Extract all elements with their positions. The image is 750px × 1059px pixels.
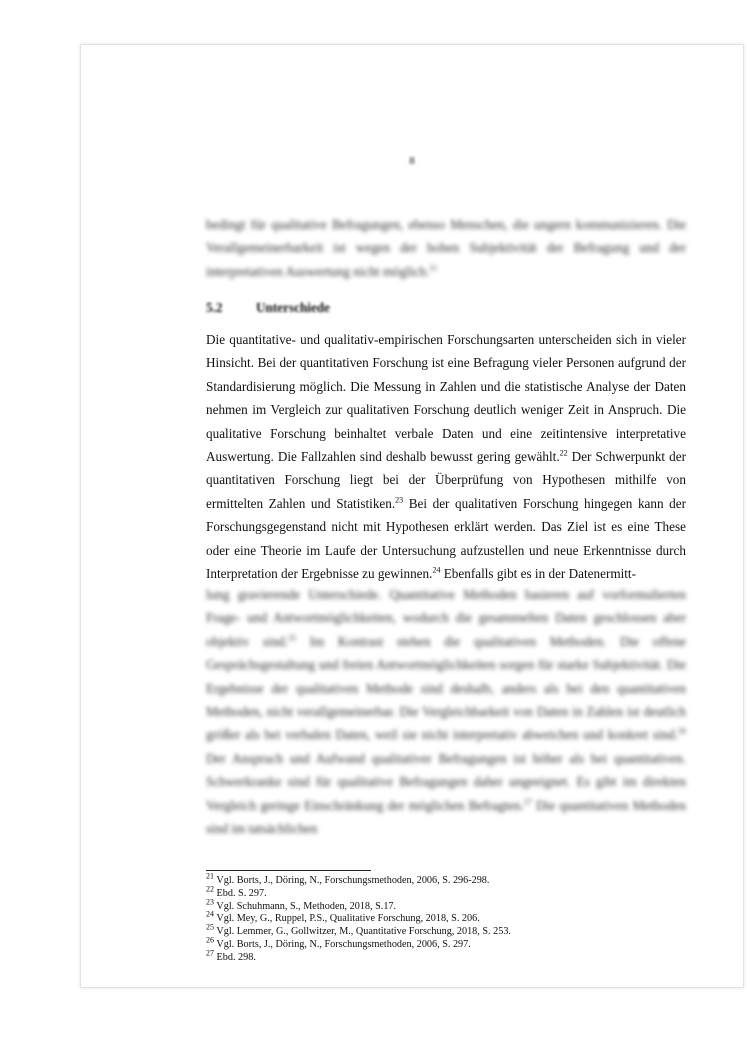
footnote-text: Vgl. Borts, J., Döring, N., Forschungsmethoden, 2006, S. 296-298. <box>216 875 490 886</box>
footnote-ref: 25 <box>288 633 297 643</box>
continued-paragraph <box>206 583 686 840</box>
footnote-text: Vgl. Lemmer, G., Gollwitzer, M., Quantitative Forschung, 2018, S. 253. <box>216 926 511 938</box>
footnote-number: 26 <box>206 935 214 945</box>
footnote-text: Vgl. Schuhmann, S., Methoden, 2018, S.17. <box>216 900 397 912</box>
paragraph-segment: Bei der qualitativen Forschung hingegen kann der Forschungsgegenstand nicht mit Hypothesen erklärt werden. Das Ziel ist es eine These oder eine Theorie im Laufe der Untersuchung aufzustellen und neue Erkenntnisse durch Interpretation der Ergebnisse zu gewinnen. <box>206 495 686 582</box>
footnote <box>206 910 706 926</box>
footnote <box>206 884 706 901</box>
top-paragraph-text: bedingt für qualitative Befragungen, ebenso Menschen, die ungern kommunizieren. Die Verallgemeinerbarkeit ist wegen der hohen Subjektivität der Befragung und der interpretativen Auswertung nicht möglich. <box>206 217 686 279</box>
paragraph-segment: Der Anspruch und Aufwand qualitativer Befragungen ist höher als bei quantitativen. Schwerkranke sind für qualitative Befragungen daher ungeeignet. Es gibt im direkten Vergleich geringe Einschränkung der möglichen Befragten. <box>206 750 686 813</box>
paragraph-segment: Die quantitative- und qualitativ-empirischen Forschungsarten unterscheiden sich in vieler Hinsicht. Bei der quantitativen Forschung ist eine Befragung vieler Personen aufgrund der Standardisierung möglich. Die Messung in Zahlen und die statistische Analyse der Daten nehmen im Vergleich zur qualitativen Forschung deutlich weniger Zeit in Anspruch. Die qualitative Forschung beinhaltet verbale Daten und eine zeitintensive interpretative Auswertung. Die Fallzahlen sind deshalb bewusst gering gewählt. <box>206 332 686 465</box>
footnote-ref: 21 <box>429 263 438 273</box>
footnote-text: Vgl. Borts, J., Döring, N., Forschungsmethoden, 2006, S. 297. <box>216 938 471 950</box>
footnotes-list <box>206 871 706 965</box>
footnote-text: Vgl. Mey, G., Ruppel, P.S., Qualitative Forschung, 2018, S. 206. <box>216 913 480 925</box>
section-title: Unterschiede <box>256 300 330 315</box>
footnote-number: 25 <box>206 922 214 932</box>
footnote-text: Ebd. S. 297. <box>216 887 267 899</box>
footnote <box>206 935 706 952</box>
main-paragraph <box>206 328 686 585</box>
footnote <box>206 871 706 888</box>
footnote <box>206 897 706 914</box>
footnote-number: 24 <box>206 910 214 919</box>
footnote-ref: 26 <box>678 727 686 737</box>
footnote <box>206 948 706 965</box>
footnote-ref: 23 <box>395 495 404 505</box>
paragraph-segment: lung gravierende Unterschiede. Quantitative Methoden basieren auf vorformulierten Frage- und Antwortmöglichkeiten, wodurch die gesammelten Daten geschlossen aber objektiv sind. <box>206 587 686 649</box>
footnote-number: 23 <box>206 897 214 907</box>
top-paragraph <box>206 213 686 283</box>
paragraph-segment: Ebenfalls gibt es in der Datenermitt- <box>440 566 636 582</box>
footnote-text: Ebd. 298. <box>216 951 256 963</box>
section-heading <box>206 300 330 316</box>
footnote <box>206 922 706 939</box>
footnote-ref: 27 <box>523 797 532 807</box>
paragraph-segment: Im Kontrast stehen die qualitativen Methoden. Die offene Gesprächsgestaltung und freien Antwortmöglichkeiten sorgen für starke Subjektivität. Die Ergebnisse der qualitativen Methode sind deshalb, anders als bei den quantitativen Methoden, nicht verallgemeinerbar. Die Vergleichbarkeit von Daten in Zahlen ist deutlich größer als bei verbalen Daten, weil sie nicht interpretativ abweichen und konkret sind. <box>206 633 686 743</box>
footnote-number: 21 <box>206 871 214 881</box>
footnote-number: 27 <box>206 948 214 958</box>
section-number: 5.2 <box>206 300 223 315</box>
footnote-separator <box>206 870 371 871</box>
page-number: 8 <box>409 155 415 167</box>
paragraph-segment: Die quantitativen Methoden sind im tatsächlichen <box>206 797 686 837</box>
footnote-ref: 22 <box>559 448 568 458</box>
paragraph-segment: Der Schwerpunkt der quantitativen Forschung liegt bei der Überprüfung von Hypothesen mithilfe von ermittelten Zahlen und Statistiken. <box>206 449 686 511</box>
footnote-ref: 24 <box>432 565 441 575</box>
document-page <box>80 44 744 988</box>
footnote-number: 22 <box>206 884 214 894</box>
